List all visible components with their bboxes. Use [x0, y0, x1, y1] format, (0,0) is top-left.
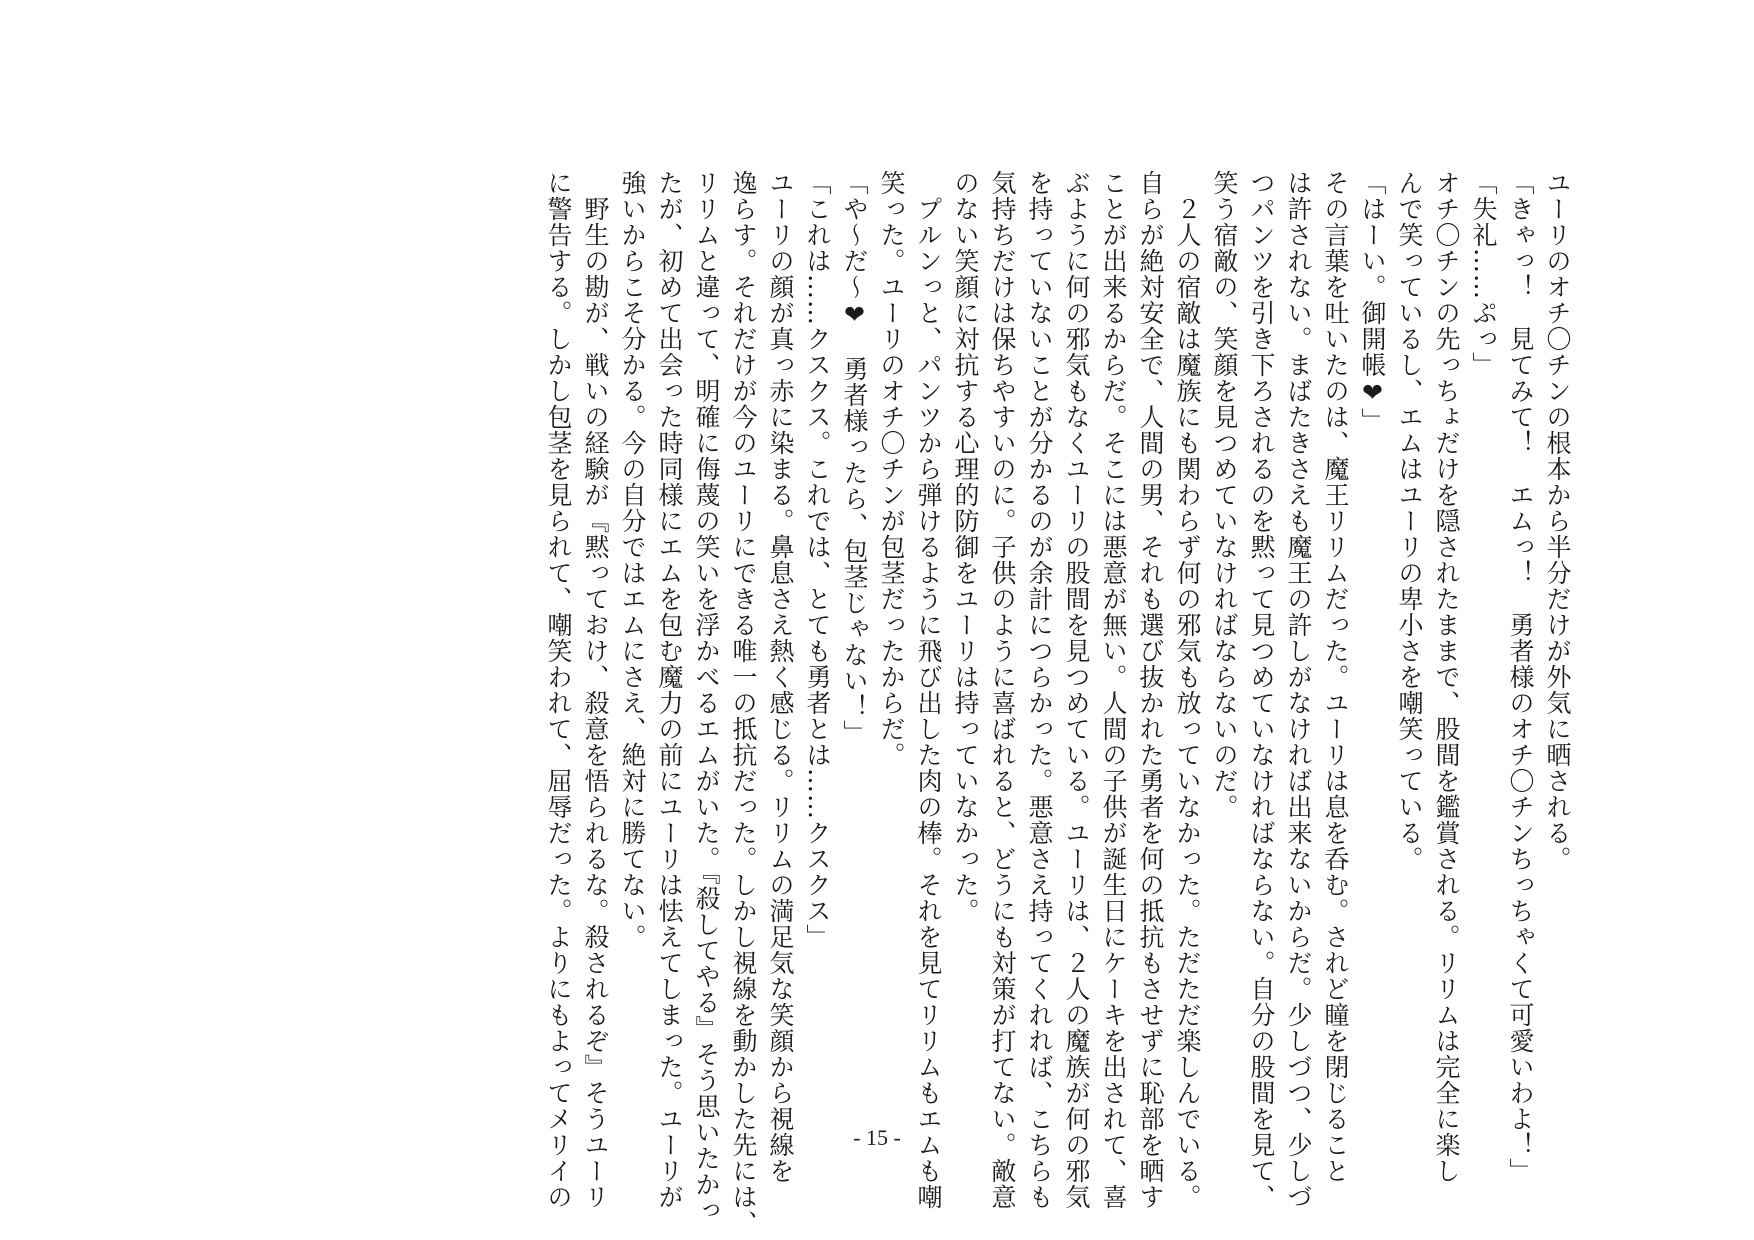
text-column: 強いからこそ分かる。今の自分ではエムにさえ、絶対に勝てない。 [618, 170, 647, 950]
text-column: つパンツを引き下ろされるのを黙って見つめていなければならない。自分の股間を見て、 [1247, 170, 1276, 1210]
text-column: 笑う宿敵の、笑顔を見つめていなければならないのだ。 [1210, 170, 1239, 820]
text-column: 「や～だ～❤ 勇者様ったら、包茎じゃない！」 [840, 170, 869, 746]
text-column: 野生の勘が、戦いの経験が『黙っておけ、殺意を悟られるな。殺されるぞ』そうユーリ [581, 170, 610, 1210]
text-column: ことが出来るからだ。そこには悪意が無い。人間の子供が誕生日にケーキを出されて、喜 [1099, 170, 1128, 1210]
text-column: んで笑っているし、エムはユーリの卑小さを嘲笑っている。 [1395, 170, 1424, 872]
text-column: 自らが絶対安全で、人間の男、それも選び抜かれた勇者を何の抵抗もさせずに恥部を晒す [1136, 170, 1165, 1210]
text-column: 逸らす。それだけが今のユーリにできる唯一の抵抗だった。しかし視線を動かした先には、 [729, 170, 758, 1236]
text-column: は許されない。まばたきさえも魔王の許しがなければ出来ないからだ。少しづつ、少しづ [1284, 170, 1313, 1210]
text-column: たが、初めて出会った時同様にエムを包む魔力の前にユーリは怯えてしまった。ユーリが [655, 170, 684, 1210]
text-column: 「これは……クスクス。これでは、とても勇者とは……クスクス」 [803, 170, 832, 950]
text-column: オチ〇チンの先っちょだけを隠されたままで、股間を鑑賞される。リリムは完全に楽し [1432, 170, 1461, 1184]
text-column: ユーリの顔が真っ赤に染まる。鼻息さえ熱く感じる。リリムの満足気な笑顔から視線を [766, 170, 795, 1184]
text-column: ユーリのオチ〇チンの根本から半分だけが外気に晒される。 [1543, 170, 1572, 872]
text-column: 笑った。ユーリのオチ〇チンが包茎だったからだ。 [877, 170, 906, 768]
text-column: を持っていないことが分かるのが余計につらかった。悪意さえ持ってくれれば、こちらも [1025, 170, 1054, 1210]
text-column: ２人の宿敵は魔族にも関わらず何の邪気も放っていなかった。ただただ楽しんでいる。 [1173, 170, 1202, 1210]
text-column: リリムと違って、明確に侮蔑の笑いを浮かべるエムがいた。『殺してやる』そう思いたかっ [692, 170, 721, 1224]
text-column: ぶように何の邪気もなくユーリの股間を見つめている。ユーリは、２人の魔族が何の邪気 [1062, 170, 1091, 1210]
text-column: プルンっと、パンツから弾けるように飛び出した肉の棒。それを見てリリムもエムも嘲 [914, 170, 943, 1210]
text-column: 気持ちだけは保ちやすいのに。子供のように喜ばれると、どうにも対策が打てない。敵意 [988, 170, 1017, 1210]
text-column: 「はーい。御開帳❤」 [1358, 170, 1387, 434]
text-column: 「失礼……ぷっ」 [1469, 170, 1498, 378]
text-column: のない笑顔に対抗する心理的防御をユーリは持っていなかった。 [951, 170, 980, 924]
text-column: その言葉を吐いたのは、魔王リリムだった。ユーリは息を呑む。されど瞳を閉じること [1321, 170, 1350, 1184]
text-column: に警告する。しかし包茎を見られて、嘲笑われて、屈辱だった。よりにもよってメリイの [544, 170, 573, 1210]
text-column: 「きゃっ！ 見てみて！ エムっ！ 勇者様のオチ〇チンちっちゃくて可愛いわよ！」 [1506, 170, 1535, 1184]
page-number: - 15 - [853, 1125, 901, 1150]
